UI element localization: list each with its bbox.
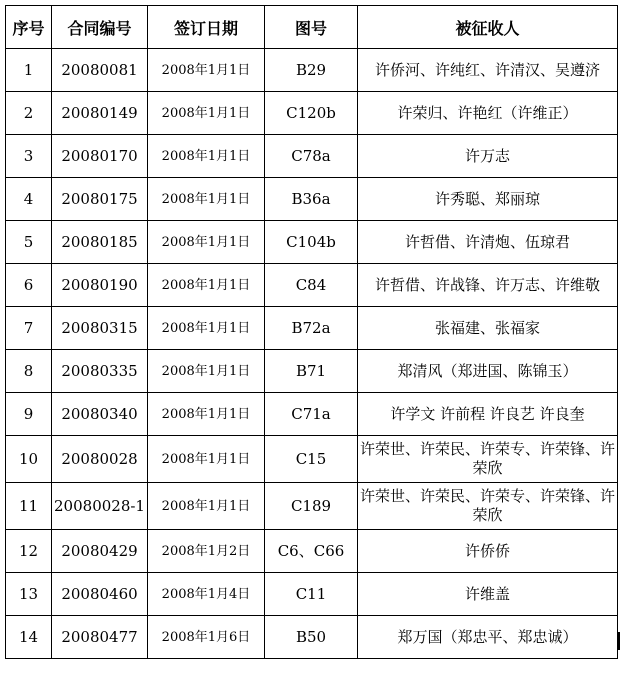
cell-serial: 13 <box>6 573 52 616</box>
edge-mark <box>618 632 620 650</box>
cell-serial: 6 <box>6 264 52 307</box>
cell-owners: 许侨河、许纯红、许清汉、吴遵济 <box>358 49 618 92</box>
header-owners: 被征收人 <box>358 6 618 49</box>
header-serial: 序号 <box>6 6 52 49</box>
cell-serial: 9 <box>6 393 52 436</box>
cell-contract-no: 20080175 <box>52 178 148 221</box>
cell-map-no: B50 <box>265 616 358 659</box>
cell-sign-date: 2008年1月1日 <box>148 307 265 350</box>
cell-map-no: B71 <box>265 350 358 393</box>
cell-map-no: C84 <box>265 264 358 307</box>
table-row <box>6 307 618 350</box>
cell-map-no: C71a <box>265 393 358 436</box>
cell-owners: 许万志 <box>358 135 618 178</box>
cell-map-no: C6、C66 <box>265 530 358 573</box>
table-row <box>6 221 618 264</box>
cell-serial: 7 <box>6 307 52 350</box>
cell-sign-date: 2008年1月6日 <box>148 616 265 659</box>
cell-map-no: C189 <box>265 483 358 530</box>
table-row <box>6 92 618 135</box>
cell-serial: 8 <box>6 350 52 393</box>
cell-contract-no: 20080460 <box>52 573 148 616</box>
cell-contract-no: 20080429 <box>52 530 148 573</box>
cell-owners: 许维盖 <box>358 573 618 616</box>
header-map-no: 图号 <box>265 6 358 49</box>
cell-owners: 张福建、张福家 <box>358 307 618 350</box>
cell-owners: 许哲借、许战锋、许万志、许维敬 <box>358 264 618 307</box>
table-row <box>6 393 618 436</box>
expropriation-table <box>5 5 618 659</box>
cell-serial: 11 <box>6 483 52 530</box>
cell-sign-date: 2008年1月1日 <box>148 350 265 393</box>
cell-owners: 郑万国（郑忠平、郑忠诚） <box>358 616 618 659</box>
cell-serial: 10 <box>6 436 52 483</box>
cell-serial: 2 <box>6 92 52 135</box>
cell-map-no: B36a <box>265 178 358 221</box>
cell-sign-date: 2008年1月1日 <box>148 483 265 530</box>
table-row <box>6 135 618 178</box>
cell-owners: 许哲借、许清炮、伍琼君 <box>358 221 618 264</box>
cell-map-no: C78a <box>265 135 358 178</box>
cell-map-no: B29 <box>265 49 358 92</box>
cell-contract-no: 20080185 <box>52 221 148 264</box>
cell-sign-date: 2008年1月1日 <box>148 393 265 436</box>
cell-sign-date: 2008年1月1日 <box>148 92 265 135</box>
cell-owners: 许荣世、许荣民、许荣专、许荣锋、许荣欣 <box>358 483 618 530</box>
cell-serial: 4 <box>6 178 52 221</box>
cell-contract-no: 20080149 <box>52 92 148 135</box>
table-row <box>6 573 618 616</box>
cell-sign-date: 2008年1月2日 <box>148 530 265 573</box>
cell-map-no: B72a <box>265 307 358 350</box>
cell-sign-date: 2008年1月1日 <box>148 49 265 92</box>
cell-serial: 3 <box>6 135 52 178</box>
table-row <box>6 530 618 573</box>
cell-contract-no: 20080477 <box>52 616 148 659</box>
cell-contract-no: 20080028 <box>52 436 148 483</box>
cell-contract-no: 20080190 <box>52 264 148 307</box>
cell-serial: 5 <box>6 221 52 264</box>
cell-contract-no: 20080335 <box>52 350 148 393</box>
table-row <box>6 49 618 92</box>
table-container <box>5 5 618 659</box>
cell-contract-no: 20080028-1 <box>52 483 148 530</box>
cell-contract-no: 20080170 <box>52 135 148 178</box>
cell-map-no: C120b <box>265 92 358 135</box>
cell-map-no: C15 <box>265 436 358 483</box>
cell-owners: 许学文 许前程 许良艺 许良奎 <box>358 393 618 436</box>
cell-map-no: C104b <box>265 221 358 264</box>
table-row <box>6 350 618 393</box>
table-row <box>6 436 618 483</box>
cell-contract-no: 20080340 <box>52 393 148 436</box>
cell-contract-no: 20080081 <box>52 49 148 92</box>
cell-sign-date: 2008年1月1日 <box>148 436 265 483</box>
cell-owners: 许荣归、许艳红（许维正） <box>358 92 618 135</box>
cell-serial: 14 <box>6 616 52 659</box>
cell-owners: 许侨侨 <box>358 530 618 573</box>
cell-serial: 1 <box>6 49 52 92</box>
cell-sign-date: 2008年1月1日 <box>148 178 265 221</box>
cell-owners: 郑清风（郑进国、陈锦玉） <box>358 350 618 393</box>
cell-sign-date: 2008年1月1日 <box>148 264 265 307</box>
header-contract-no: 合同编号 <box>52 6 148 49</box>
cell-sign-date: 2008年1月1日 <box>148 135 265 178</box>
cell-map-no: C11 <box>265 573 358 616</box>
table-row <box>6 483 618 530</box>
cell-contract-no: 20080315 <box>52 307 148 350</box>
header-row <box>6 6 618 49</box>
header-sign-date: 签订日期 <box>148 6 265 49</box>
table-row <box>6 264 618 307</box>
cell-sign-date: 2008年1月4日 <box>148 573 265 616</box>
table-row <box>6 616 618 659</box>
cell-sign-date: 2008年1月1日 <box>148 221 265 264</box>
cell-serial: 12 <box>6 530 52 573</box>
table-row <box>6 178 618 221</box>
cell-owners: 许秀聪、郑丽琼 <box>358 178 618 221</box>
cell-owners: 许荣世、许荣民、许荣专、许荣锋、许荣欣 <box>358 436 618 483</box>
